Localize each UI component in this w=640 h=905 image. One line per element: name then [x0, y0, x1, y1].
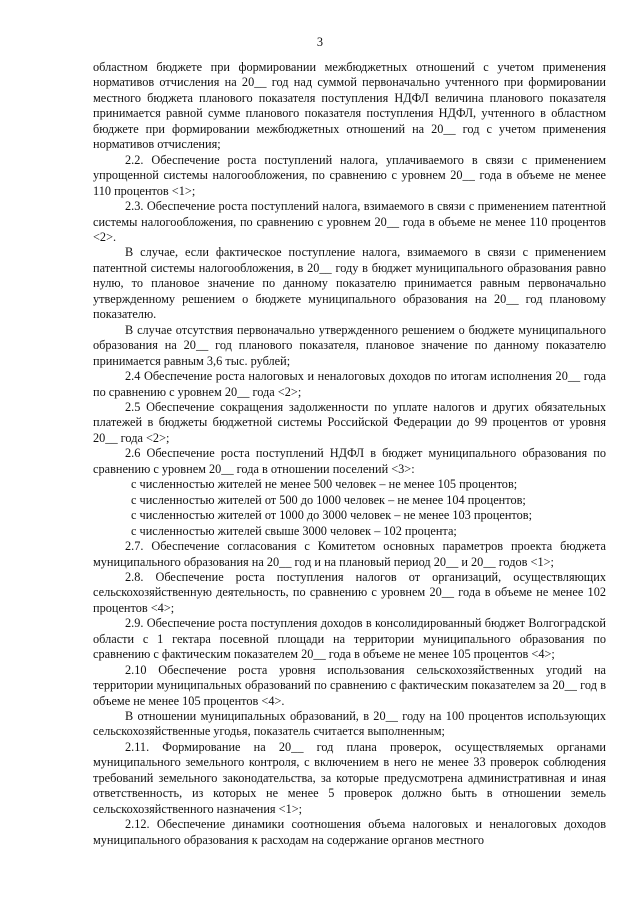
paragraph-no-plan: В случае отсутствия первоначально утвержденного решением о бюджете муниципального образования на 20__ год планового показателя, плановое значение по данному показателю принимается равным 3,6 тыс. рублей;: [93, 322, 606, 368]
paragraph-2-12: 2.12. Обеспечение динамики соотношения объема налоговых и неналоговых доходов муниципального образования к расходам на содержание органов местного: [93, 817, 606, 847]
paragraph-continuation-ndfl: областном бюджете при формировании межбюджетных отношений с учетом применения нормативов отчисления на 20__ год над суммой первоначально учтенного при формировании местного бюджета планового показателя поступления НДФЛ величина планового показателя принимается равной сумме планового показателя поступления НДФЛ, учтенного в областном бюджете при формировании межбюджетных отношений на 20__ год с учетом применения нормативов отчисления;: [93, 60, 606, 152]
list-item: с численностью жителей от 500 до 1000 человек – не менее 104 процентов;: [131, 492, 526, 507]
page-number: 3: [316, 35, 324, 49]
paragraph-2-9: 2.9. Обеспечение роста поступления доходов в консолидированный бюджет Волгоградской области с 1 гектара посевной площади на территории муниципального образования по сравнению с фактическим показателем 20__ года в объеме не менее 105 процентов <4>;: [93, 616, 606, 662]
paragraph-2-8: 2.8. Обеспечение роста поступления налогов от организаций, осуществляющих сельскохозяйственную деятельность, по сравнению с уровнем 20__ года в объеме не менее 102 процентов <4>;: [93, 569, 606, 615]
paragraph-2-4: 2.4 Обеспечение роста налоговых и неналоговых доходов по итогам исполнения 20__ года по сравнению с уровнем 20__ года <2>;: [93, 369, 606, 399]
list-item: с численностью жителей не менее 500 человек – не менее 105 процентов;: [131, 477, 518, 492]
paragraph-2-11: 2.11. Формирование на 20__ год плана проверок, осуществляемых органами муниципального земельного контроля, с включением в него не менее 33 проверок соблюдения требований земельного законодательства, за которые предусмотрена административная и иная ответственность, из которых не менее 5 проверок должно быть в отношении земель сельскохозяйственного назначения <1>;: [93, 739, 606, 816]
list-item: с численностью жителей свыше 3000 человек – 102 процента;: [131, 523, 457, 538]
paragraph-2-6: 2.6 Обеспечение роста поступлений НДФЛ в бюджет муниципального образования по сравнению с уровнем 20__ года в отношении поселений <3>:: [93, 446, 606, 476]
list-item: с численностью жителей от 1000 до 3000 человек – не менее 103 процентов;: [131, 508, 532, 523]
paragraph-full-use: В отношении муниципальных образований, в 20__ году на 100 процентов использующих сельскохозяйственные угодья, показатель считается выполненным;: [93, 709, 606, 739]
paragraph-2-5: 2.5 Обеспечение сокращения задолженности по уплате налогов и других обязательных платежей в бюджеты бюджетной системы Российской Федерации до 99 процентов от уровня 20__ года <2>;: [93, 399, 606, 445]
paragraph-2-2: 2.2. Обеспечение роста поступлений налога, уплачиваемого в связи с применением упрощенной системы налогообложения, по сравнению с уровнем 20__ года в объеме не менее 110 процентов <1>;: [93, 152, 606, 198]
paragraph-2-10: 2.10 Обеспечение роста уровня использования сельскохозяйственных угодий на территории муниципальных образований по сравнению с фактическим показателем за 20__ год в объеме не менее 105 процентов <4>.: [93, 662, 606, 708]
paragraph-2-7: 2.7. Обеспечение согласования с Комитетом основных параметров проекта бюджета муниципального образования на 20__ год и на плановый период 20__ и 20__ годов <1>;: [93, 539, 606, 569]
paragraph-2-3: 2.3. Обеспечение роста поступлений налога, взимаемого в связи с применением патентной системы налогообложения, по сравнению с уровнем 20__ года в объеме не менее 110 процентов <2>.: [93, 199, 606, 244]
document-body: [93, 60, 606, 848]
paragraph-patent-zero: В случае, если фактическое поступление налога, взимаемого в связи с применением патентной системы налогообложения, в 20__ году в бюджет муниципального образования равно нулю, то плановое значение по данному показателю принимается равным первоначально утвержденному решением о бюджете муниципального образования на 20__ год плановому показателю.: [93, 245, 606, 322]
